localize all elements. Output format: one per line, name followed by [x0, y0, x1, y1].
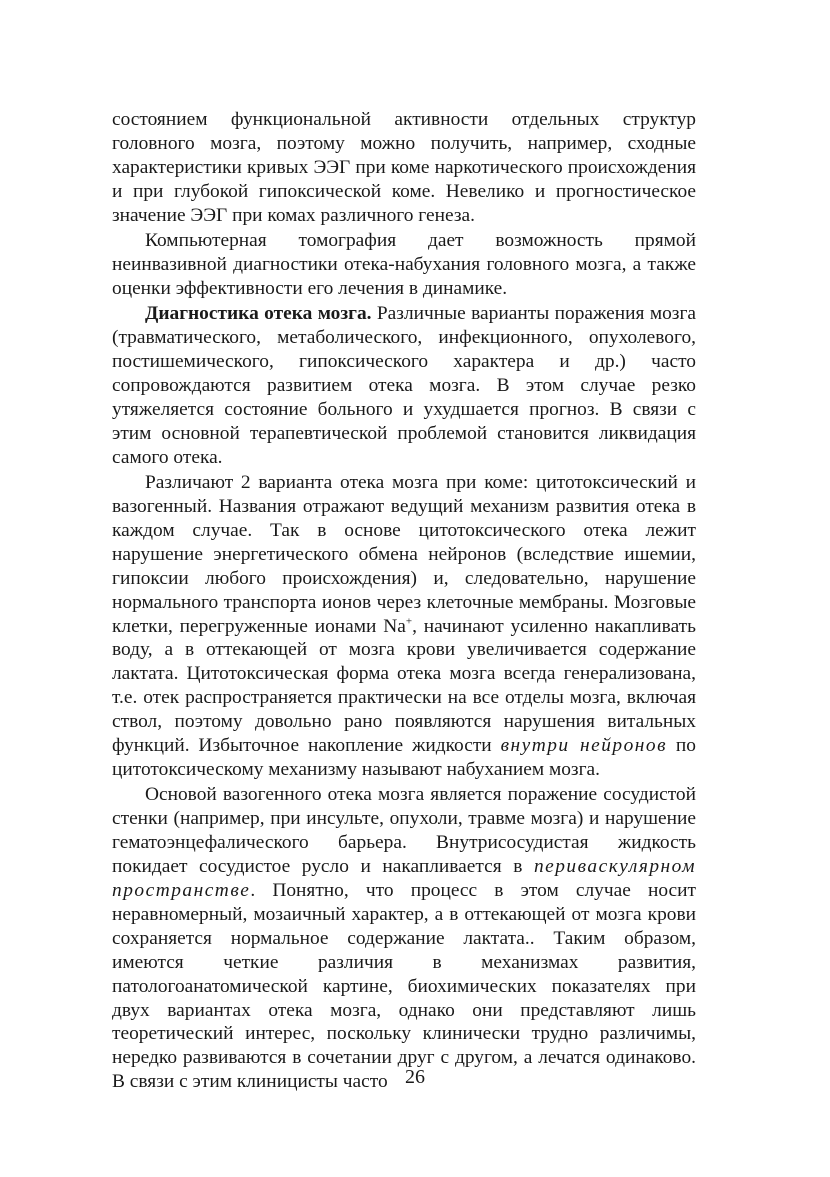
body-text: [112, 108, 696, 1096]
emphasis-text: периваскулярном пространстве: [112, 856, 696, 901]
paragraph-text: Различают 2 варианта отека мозга при коме: цитотоксический и вазогенный. Названия отражают ведущий механизм развития отека в каждом случае. Так в основе цитотоксического отека лежит нарушение энергетического обмена нейронов (вследствие ишемии, гипоксии любого происхождения) и, следовательно, нарушение нормального транспорта ионов через клеточные мембраны. Мозговые клетки, перегруженные ионами Na: [112, 472, 696, 637]
paragraph-text: , начинают усиленно накапливать воду, а в оттекающей от мозга крови увеличивается содержание лактата. Цитотоксическая форма отека мозга всегда генерализована, т.е. отек распространяется практически на все отделы мозга, включая ствол, поэтому довольно рано появляются нарушения витальных функций. Избыточное накопление жидкости: [112, 615, 696, 757]
emphasis-text: внутри нейронов: [500, 735, 668, 757]
paragraph-text: . Понятно, что процесс в этом случае носит неравномерный, мозаичный характер, а в оттекающей от мозга крови сохраняется нормальное содержание лактата.. Таким образом, имеются четкие различия в механизмах развития, патологоанатомической картине, биохимических показателях при двух вариантах отека мозга, однако они представляют лишь теоретический интерес, поскольку клинически трудно различимы, нередко развиваются в сочетании друг с другом, а лечатся одинаково. В связи с этим клиницисты часто: [112, 880, 696, 1093]
paragraph-text: Основой вазогенного отека мозга является поражение сосудистой стенки (например, при инсульте, опухоли, травме мозга) и нарушение гематоэнцефалического барьера. Внутрисосудистая жидкость покидает сосудистое русло и накапливается в: [112, 784, 696, 878]
paragraph-text: Различные варианты поражения мозга (травматического, метаболического, инфекционного, опухолевого, постишемического, гипоксического характера и др.) часто сопровождаются развитием отека мозга. В этом случае резко утяжеляется состояние больного и ухудшается прогноз. В связи с этим основной терапевтической проблемой становится ликвидация самого отека.: [112, 303, 697, 468]
section-heading: Диагностика отека мозга.: [145, 303, 372, 325]
paragraph-computed-tomography: Компьютерная томография дает возможность прямой неинвазивной диагностики отека-набухания головного мозга, а также оценки эффективности его лечения в динамике.: [112, 230, 696, 299]
page-number: 26: [405, 1066, 425, 1088]
paragraph-eeg-continuation: состоянием функциональной активности отдельных структур головного мозга, поэтому можно получить, например, сходные характеристики кривых ЭЭГ при коме наркотического происхождения и при глубокой гипоксической коме. Невелико и прогностическое значение ЭЭГ при комах различного генеза.: [112, 109, 696, 226]
paragraph-edema-diagnostics: [112, 302, 696, 469]
paragraph-vasogenic-edema: [112, 783, 696, 1094]
paragraph-text: по цитотоксическому механизму называют набуханием мозга.: [112, 735, 696, 780]
paragraph-cytotoxic-edema: [112, 471, 696, 782]
superscript-plus: +: [405, 615, 413, 628]
